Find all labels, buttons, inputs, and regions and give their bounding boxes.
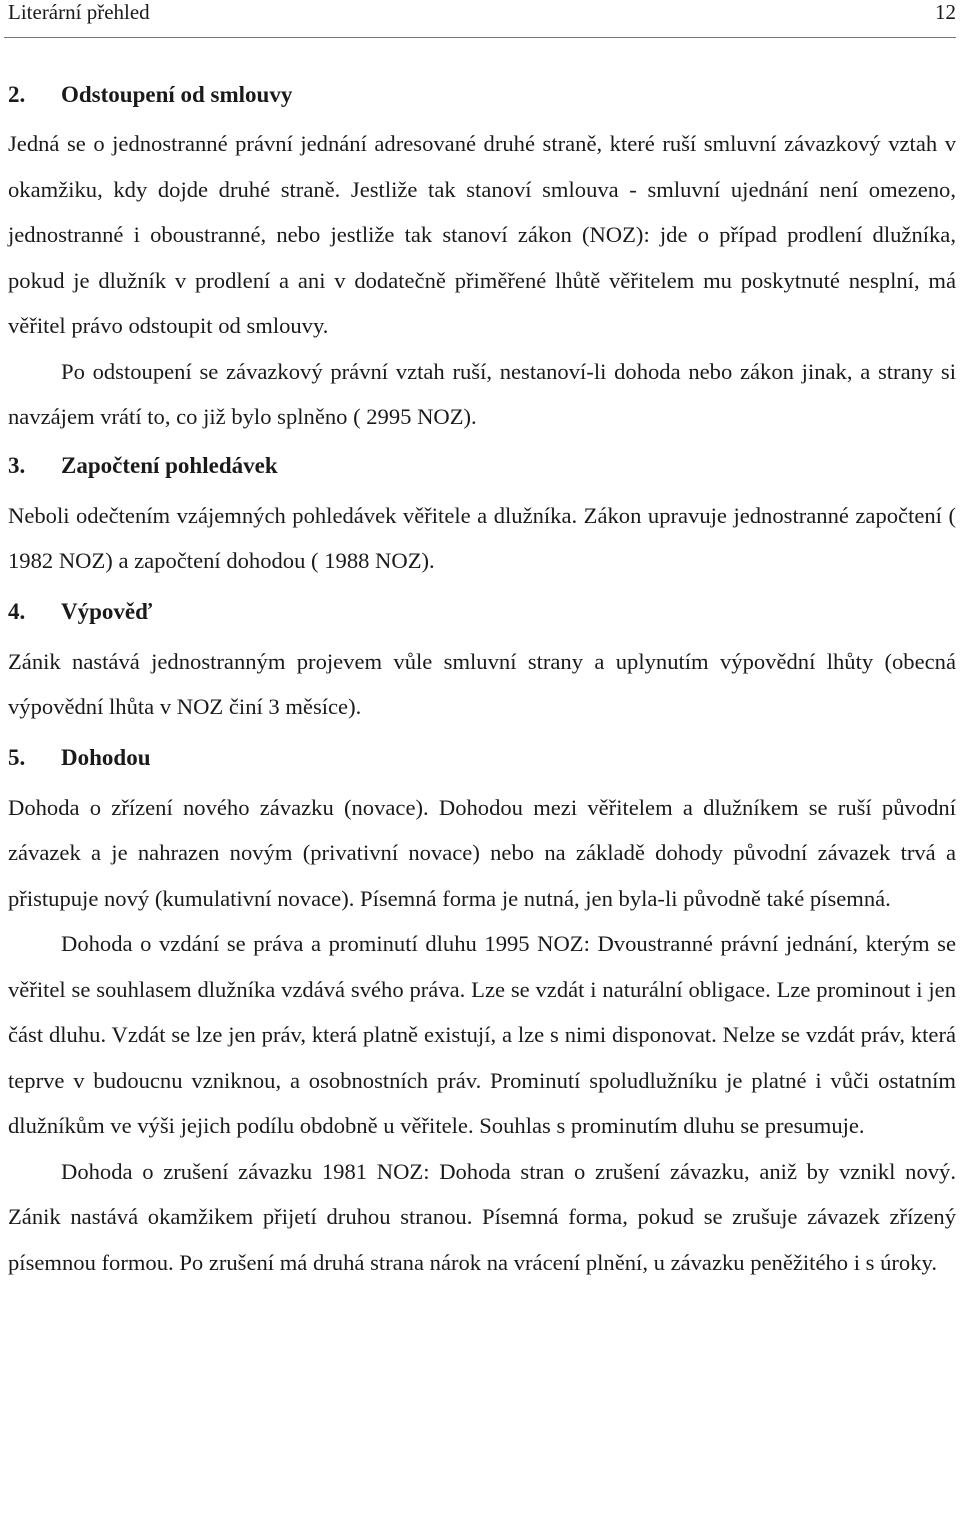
paragraph: Jedná se o jednostranné právní jednání adresované druhé straně, které ruší smluvní závazkový vztah v okamžiku, kdy dojde druhé straně. Jestliže tak stanoví smlouva - smluvní ujednání není omezeno, jednostranné i oboustranné, nebo jestliže tak stanoví zákon (NOZ): jde o případ prodlení dlužníka, pokud je dlužník v prodlení a ani v dodatečně přiměřené lhůtě věřitelem mu poskytnuté nesplní, má věřitel právo odstoupit od smlouvy. <box>8 131 956 338</box>
document-body <box>8 78 956 1285</box>
section-heading <box>8 449 956 483</box>
section-title: Dohodou <box>61 744 151 770</box>
paragraph: Po odstoupení se závazkový právní vztah ruší, nestanoví-li dohoda nebo zákon jinak, a strany si navzájem vrátí to, co již bylo splněno ( 2995 NOZ). <box>8 358 956 429</box>
paragraph: Dohoda o zřízení nového závazku (novace). Dohodou mezi věřitelem a dlužníkem se ruší původní závazek a je nahrazen novým (privativní novace) nebo na základě dohody původní závazek trvá a přistupuje nový (kumulativní novace). Písemná forma je nutná, jen byla-li původně také písemná. <box>8 794 956 911</box>
section-number: 4. <box>8 598 26 624</box>
running-header <box>8 0 956 26</box>
paragraph: Zánik nastává jednostranným projevem vůle smluvní strany a uplynutím výpovědní lhůty (obecná výpovědní lhůta v NOZ činí 3 měsíce). <box>8 648 956 719</box>
section-heading <box>8 78 956 112</box>
section-number: 2. <box>8 82 26 107</box>
header-title: Literární přehled <box>8 0 150 24</box>
section-title: Výpověď <box>61 598 152 624</box>
section-title: Započtení pohledávek <box>61 452 278 478</box>
paragraph: Neboli odečtením vzájemných pohledávek věřitele a dlužníka. Zákon upravuje jednostranné započtení ( 1982 NOZ) a započtení dohodou ( 1988 NOZ). <box>8 502 956 573</box>
header-divider <box>4 37 956 38</box>
page-number: 12 <box>935 0 956 24</box>
paragraph: Dohoda o vzdání se práva a prominutí dluhu 1995 NOZ: Dvoustranné právní jednání, kterým se věřitel se souhlasem dlužníka vzdává svého práva. Lze se vzdát i naturální obligace. Lze prominout i jen část dluhu. Vzdát se lze jen práv, která platně existují, a lze s nimi disponovat. Nelze se vzdát práv, která teprve v budoucnu vzniknou, a osobnostních práv. Prominutí spoludlužníku je platné i vůči ostatním dlužníkům ve výši jejich podílu obdobně u věřitele. Souhlas s prominutím dluhu se presumuje. <box>8 931 956 1138</box>
section-number: 3. <box>8 452 26 478</box>
section-heading <box>8 595 956 629</box>
section-title: Odstoupení od smlouvy <box>61 82 293 107</box>
section-number: 5. <box>8 744 26 770</box>
paragraph: Dohoda o zrušení závazku 1981 NOZ: Dohoda stran o zrušení závazku, aniž by vznikl nový. Zánik nastává okamžikem přijetí druhou stranou. Písemná forma, pokud se zrušuje závazek zřízený písemnou formou. Po zrušení má druhá strana nárok na vrácení plnění, u závazku peněžitého i s úroky. <box>8 1158 956 1275</box>
section-heading <box>8 741 956 775</box>
